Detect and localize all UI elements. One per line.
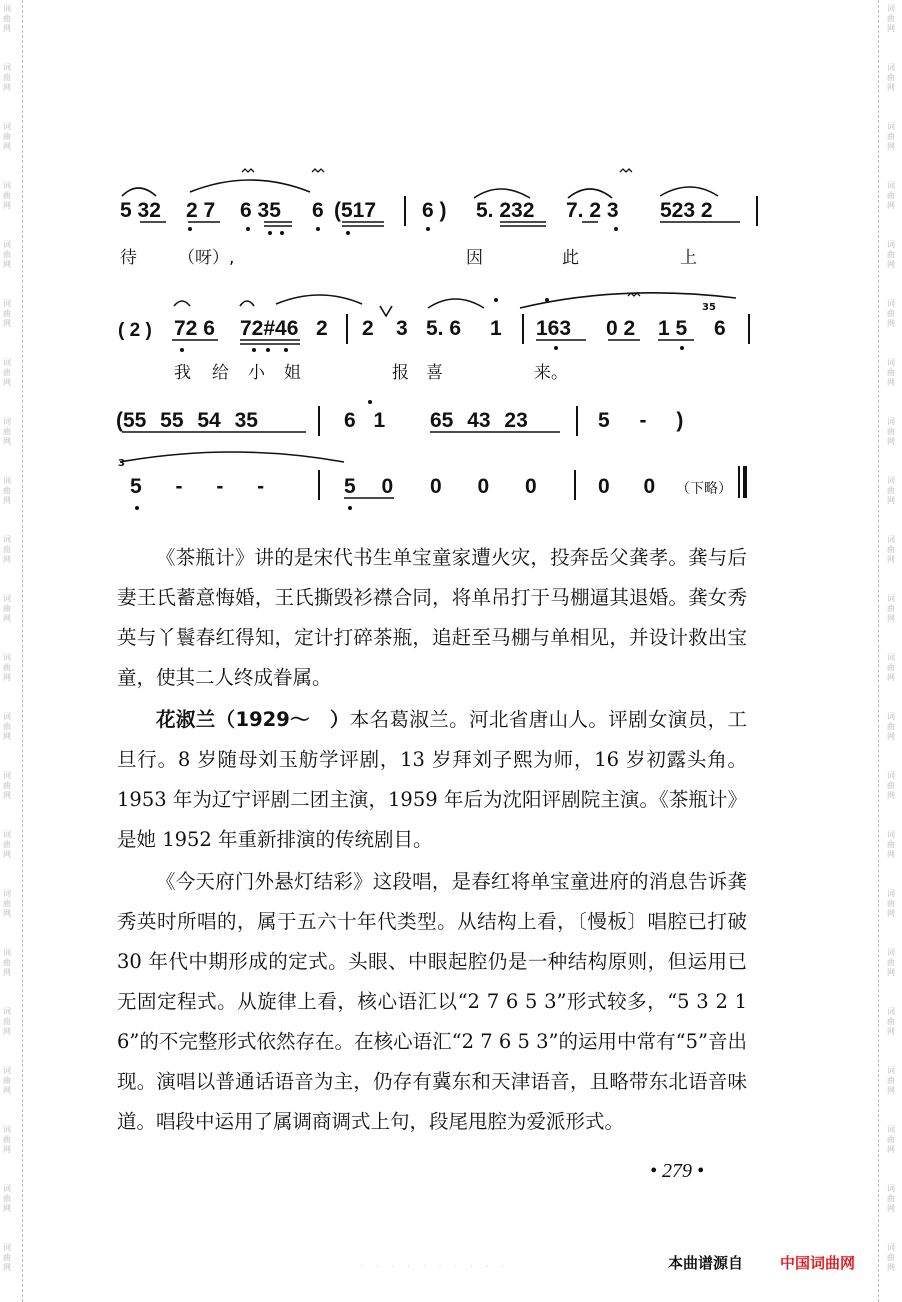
- side-watermark: 词 曲 网: [887, 417, 895, 446]
- side-watermark: 词 曲 网: [887, 889, 895, 918]
- side-watermark: 词 曲 网: [887, 4, 895, 33]
- barline: [346, 314, 348, 344]
- row2-note: ( 2 ): [118, 320, 152, 341]
- barline: [574, 470, 576, 500]
- row1-note: 6 35: [240, 199, 281, 222]
- barline: [522, 314, 524, 344]
- side-watermark: 词 曲 网: [3, 476, 11, 505]
- row3-note: 5 - ): [598, 409, 684, 432]
- side-watermark: 词 曲 网: [887, 1125, 895, 1154]
- side-watermark: 词 曲 网: [887, 1184, 895, 1213]
- row4-note: 5 0: [344, 475, 394, 498]
- row4-note: 0 0: [598, 475, 656, 498]
- side-watermark: 词 曲 网: [887, 63, 895, 92]
- lyric: 此: [562, 248, 579, 268]
- footer-source-label: 本曲谱源自: [668, 1254, 744, 1272]
- synopsis-paragraph: 《茶瓶计》讲的是宋代书生单宝童家遭火灾，投奔岳父龚孝。龚与后妻王氏蓄意悔婚，王氏撕毁衫襟合同，将单吊打于马棚逼其退婚。龚女秀英与丫鬟春红得知，定计打碎茶瓶，追赶至马棚与单相见，并设计救出宝童，使其二人终成眷属。: [117, 546, 747, 689]
- lyric: 待: [120, 248, 137, 268]
- side-watermark: 词 曲 网: [887, 122, 895, 151]
- side-watermark: 词 曲 网: [3, 1243, 11, 1272]
- row1-note: 5. 232: [476, 199, 535, 222]
- side-watermark: 词 曲 网: [887, 771, 895, 800]
- side-watermark: 词 曲 网: [3, 122, 11, 151]
- side-watermark: 词 曲 网: [3, 712, 11, 741]
- side-watermark: 词 曲 网: [887, 830, 895, 859]
- side-watermark: 词 曲 网: [3, 181, 11, 210]
- row2-note: 5. 6: [426, 317, 462, 340]
- row1-note: 7. 2 3: [566, 199, 619, 222]
- side-watermark: 词 曲 网: [3, 417, 11, 446]
- row2-note: 2: [362, 317, 374, 340]
- barline: [404, 196, 406, 226]
- side-watermark: 词 曲 网: [3, 1125, 11, 1154]
- side-watermark: 词 曲 网: [887, 299, 895, 328]
- side-watermark: 词 曲 网: [887, 653, 895, 682]
- row3-note: 6 1: [344, 409, 386, 432]
- row2-note: 1: [490, 317, 502, 340]
- row4-annotation: （下略）: [676, 481, 732, 497]
- side-watermark: 词 曲 网: [3, 948, 11, 977]
- side-watermark: 词 曲 网: [3, 653, 11, 682]
- side-watermark: 词 曲 网: [887, 1243, 895, 1272]
- side-watermark: 词 曲 网: [887, 594, 895, 623]
- row1-note: 5 32: [120, 199, 161, 222]
- row2-note: 2: [316, 317, 328, 340]
- barline: [318, 406, 320, 436]
- side-watermark: 词 曲 网: [887, 1066, 895, 1095]
- row2-note: 72#46: [240, 317, 299, 340]
- side-watermark: 词 曲 网: [887, 948, 895, 977]
- side-watermark: 词 曲 网: [3, 1066, 11, 1095]
- lyric: 来。: [534, 363, 568, 383]
- side-watermark: 词 曲 网: [887, 181, 895, 210]
- side-watermark: 词 曲 网: [887, 358, 895, 387]
- row1-note: 6: [312, 199, 324, 222]
- grace-note: 3: [118, 458, 125, 469]
- row2-note: 0 2: [606, 317, 636, 340]
- barline: [576, 406, 578, 436]
- lyric: 我: [174, 363, 191, 383]
- side-watermark: 词 曲 网: [3, 830, 11, 859]
- commentary-text: [117, 538, 747, 1142]
- bio-text: 本名葛淑兰。河北省唐山人。评剧女演员，工旦行。8 岁随母刘玉舫学评剧，13 岁拜刘子熙为师，16 岁初露头角。1953 年为辽宁评剧二团主演，1959 年后为沈阳评剧院主演。《茶瓶计》是她 1952 年重新排演的传统剧目。: [117, 708, 747, 851]
- side-watermark: 词 曲 网: [3, 535, 11, 564]
- row3-note: 65 43 23: [430, 409, 528, 432]
- analysis-paragraph: 《今天府门外悬灯结彩》这段唱，是春红将单宝童进府的消息告诉龚秀英时所唱的，属于五六十年代类型。从结构上看，〔慢板〕唱腔已打破 30 年代中期形成的定式。头眼、中眼起腔仍是一种结构原则，但运用已无固定程式。从旋律上看，核心语汇以“2 7 6 5 3”形式较多，“5 3 2 1 6”的不完整形式依然存在。在核心语汇“2 7 6 5 3”的运用中常有“5”音出现。演唱以普通话语音为主，仍存有冀东和天津语音，且略带东北语音味道。唱段中运用了属调商调式上句，段尾甩腔为爱派形式。: [117, 870, 747, 1133]
- side-watermark: 词 曲 网: [3, 1184, 11, 1213]
- barline: [748, 314, 750, 344]
- row4-note: 5 - - -: [130, 475, 265, 498]
- row1-note: 523 2: [660, 199, 713, 222]
- side-watermark: 词 曲 网: [887, 712, 895, 741]
- bio-heading: 花淑兰（1929～ ）: [156, 708, 350, 731]
- jianpu-score: [0, 0, 902, 520]
- side-watermark: 词 曲 网: [3, 771, 11, 800]
- bio-paragraph: [117, 700, 747, 860]
- side-watermark: 词 曲 网: [887, 240, 895, 269]
- barline: [318, 470, 320, 500]
- row2-note: 72 6: [174, 317, 215, 340]
- side-watermark: 词 曲 网: [887, 1007, 895, 1036]
- lyric: （呀）,: [178, 248, 235, 268]
- side-watermark: 词 曲 网: [3, 358, 11, 387]
- lyric: 报: [392, 363, 409, 383]
- lyric: 姐: [284, 363, 301, 383]
- side-watermark: 词 曲 网: [3, 63, 11, 92]
- side-watermark: 词 曲 网: [3, 299, 11, 328]
- row1-note: 6 ): [422, 199, 447, 222]
- side-watermark: 词 曲 网: [3, 1007, 11, 1036]
- row2-note: 3: [396, 317, 408, 340]
- side-watermark: 词 曲 网: [887, 476, 895, 505]
- grace-note: 35: [702, 302, 716, 313]
- lyric: 喜: [426, 363, 443, 383]
- row3-note: (55 55 54 35: [116, 409, 258, 432]
- row2-note: 6: [714, 317, 726, 340]
- side-watermark: 词 曲 网: [3, 889, 11, 918]
- side-watermark: 词 曲 网: [887, 535, 895, 564]
- row1-note: (517: [334, 199, 377, 222]
- side-watermark: 词 曲 网: [3, 594, 11, 623]
- footer-site-link[interactable]: 中国词曲网: [780, 1254, 856, 1272]
- side-watermark: 词 曲 网: [3, 240, 11, 269]
- side-watermark: 词 曲 网: [3, 4, 11, 33]
- lyric: 因: [466, 248, 483, 268]
- barline: [756, 196, 758, 226]
- lyric: 小: [248, 363, 265, 383]
- row2-note: 163: [536, 317, 572, 340]
- row4-note: 0 0 0: [430, 475, 537, 498]
- row2-note: 1 5: [658, 317, 688, 340]
- lyric: 给: [212, 363, 229, 383]
- faint-scan-marks: · · · · · · · · · ·: [360, 1262, 510, 1272]
- row1-note: 2 7: [186, 199, 216, 222]
- lyric: 上: [680, 248, 697, 268]
- page-number: • 279 •: [650, 1160, 705, 1182]
